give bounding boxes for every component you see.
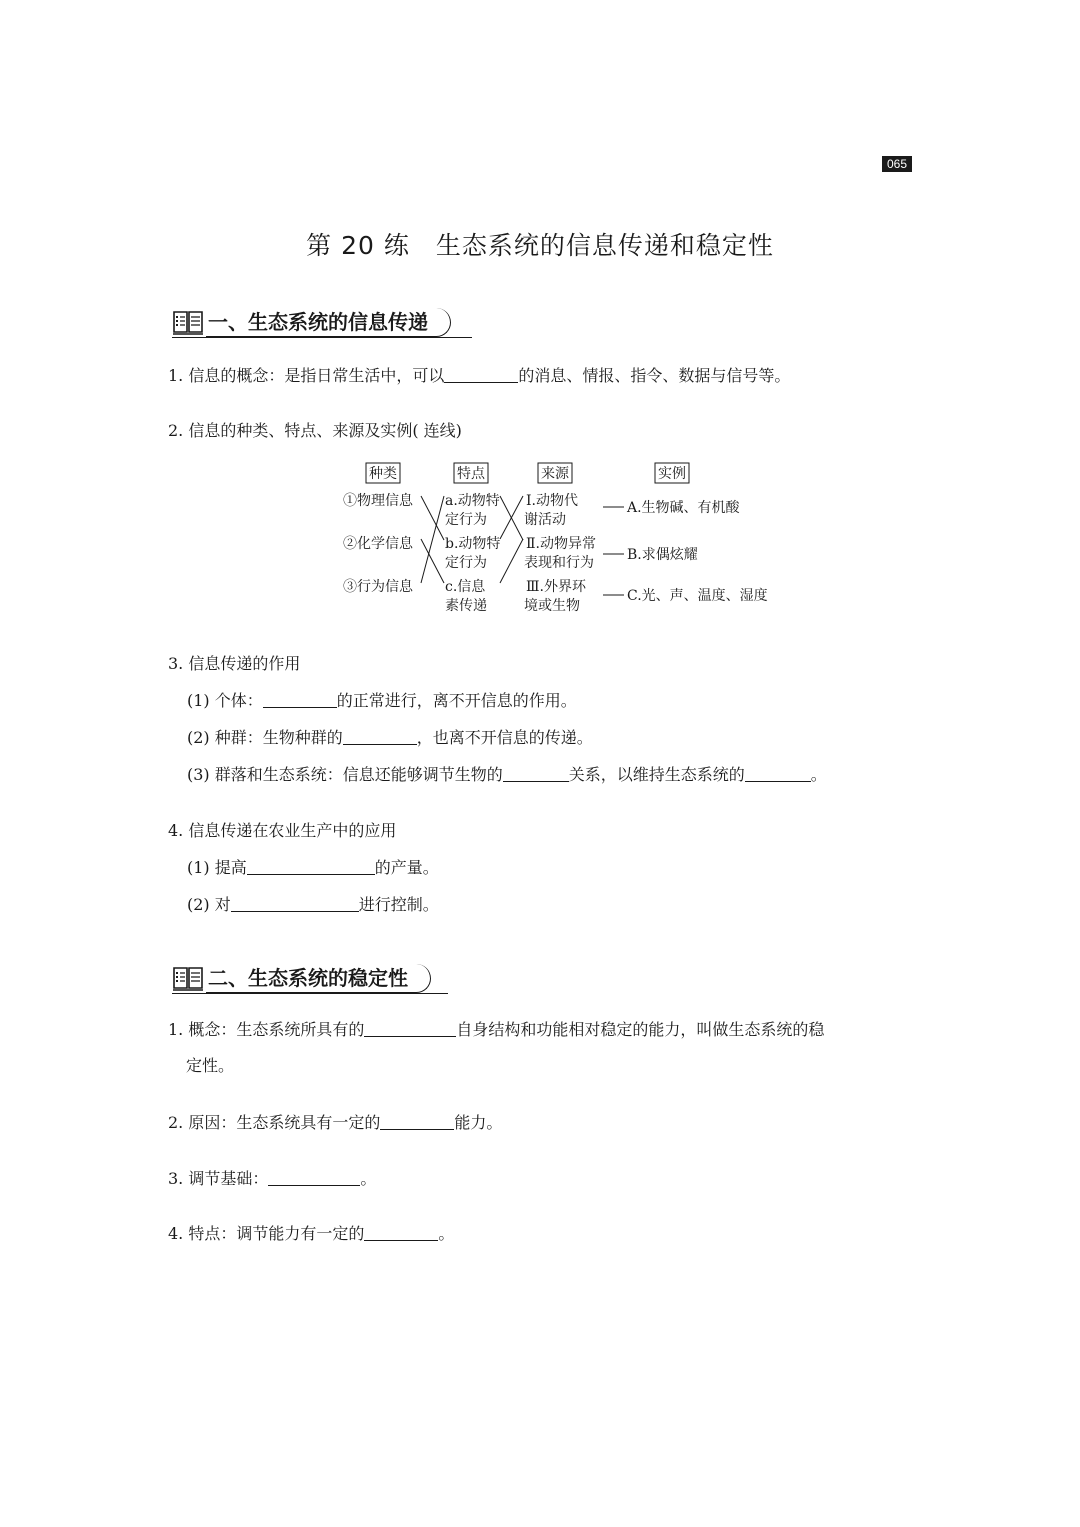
s1-q3-p1-prefix: (1) 个体： [187, 691, 263, 710]
source-2-line2: 表现和行为 [524, 555, 594, 571]
source-3-line2: 境或生物 [524, 598, 580, 614]
title-topic: 生态系统的信息传递和稳定性 [435, 231, 774, 260]
s1-q3-p1 [187, 689, 577, 713]
s2-q4 [168, 1222, 454, 1246]
s1-q4-p1-prefix: (1) 提高 [187, 858, 247, 877]
page-number: 065 [882, 156, 912, 172]
type-chemical: ②化学信息 [343, 536, 413, 552]
header-example: 实例 [658, 466, 686, 482]
s1-q3-p2-suffix: ，也离不开信息的传递。 [416, 728, 593, 747]
s1-q4-p1 [187, 856, 439, 880]
s2-q2-prefix: 2. 原因：生态系统具有一定的 [168, 1113, 381, 1132]
section-heading-2 [172, 962, 431, 994]
answer-blank[interactable] [380, 1112, 454, 1130]
s1-q2: 2. 信息的种类、特点、来源及实例( 连线) [168, 421, 462, 440]
s2-q2 [168, 1111, 502, 1135]
s1-q3-p3-mid: 关系，以维持生态系统的 [568, 765, 745, 784]
s2-q1-prefix: 1. 概念：生态系统所具有的 [168, 1020, 365, 1039]
section-heading-2-text: 二、生态系统的稳定性 [206, 964, 431, 993]
open-book-icon [172, 308, 204, 336]
page-title [0, 226, 1080, 262]
feature-c-line1: c.信息 [445, 579, 486, 595]
answer-blank[interactable] [247, 857, 375, 875]
section-heading-1-text: 一、生态系统的信息传递 [206, 308, 451, 337]
s2-q4-prefix: 4. 特点：调节能力有一定的 [168, 1224, 365, 1243]
s1-q3-p3 [187, 763, 827, 787]
s1-q3-p3-suffix: 。 [810, 765, 827, 784]
answer-blank[interactable] [503, 764, 569, 782]
header-type: 种类 [369, 466, 397, 482]
s1-q3-p3-prefix: (3) 群落和生态系统：信息还能够调节生物的 [187, 765, 503, 784]
answer-blank[interactable] [364, 1019, 456, 1037]
answer-blank[interactable] [268, 1168, 360, 1186]
type-behavioral: ③行为信息 [343, 579, 413, 595]
example-b: B.求偶炫耀 [627, 547, 698, 563]
answer-blank[interactable] [364, 1223, 438, 1241]
s1-q4: 4. 信息传递在农业生产中的应用 [168, 821, 397, 840]
source-3-line1: Ⅲ.外界环 [526, 579, 586, 595]
s1-q3-p2 [187, 726, 593, 750]
s2-q2-suffix: 能力。 [454, 1113, 503, 1132]
title-exercise-number: 第 20 练 [306, 231, 410, 260]
header-feature: 特点 [457, 466, 485, 482]
open-book-icon [172, 964, 204, 992]
answer-blank[interactable] [444, 365, 518, 383]
s1-q3: 3. 信息传递的作用 [168, 654, 301, 673]
s2-q3-suffix: 。 [360, 1169, 377, 1188]
s1-q1 [168, 364, 790, 388]
s1-q4-p2 [187, 893, 439, 917]
feature-c-line2: 素传递 [445, 598, 487, 614]
s2-q1 [168, 1018, 824, 1042]
answer-blank[interactable] [745, 764, 811, 782]
answer-blank[interactable] [343, 727, 417, 745]
feature-b-line1: b.动物特 [445, 536, 501, 552]
source-1-line1: Ⅰ.动物代 [526, 493, 578, 509]
feature-a-line2: 定行为 [445, 512, 487, 528]
connector-lines [421, 496, 624, 595]
s1-q3-p2-prefix: (2) 种群：生物种群的 [187, 728, 343, 747]
header-source: 来源 [541, 466, 569, 482]
s1-q1-suffix: 的消息、情报、指令、数据与信号等。 [518, 366, 791, 385]
s1-q1-prefix: 1. 信息的概念：是指日常生活中，可以 [168, 366, 445, 385]
s2-q3-prefix: 3. 调节基础： [168, 1169, 269, 1188]
s2-q1-suffix: 自身结构和功能相对稳定的能力，叫做生态系统的稳 [456, 1020, 825, 1039]
answer-blank[interactable] [263, 690, 337, 708]
source-2-line1: Ⅱ.动物异常 [526, 536, 596, 552]
example-c: C.光、声、温度、湿度 [627, 588, 768, 604]
section-heading-1 [172, 306, 451, 338]
source-1-line2: 谢活动 [524, 512, 566, 528]
s2-q3 [168, 1167, 376, 1191]
s2-q4-suffix: 。 [438, 1224, 455, 1243]
diagram-headers [366, 463, 689, 483]
type-physical: ①物理信息 [343, 493, 413, 509]
answer-blank[interactable] [231, 894, 359, 912]
s1-q3-p1-suffix: 的正常进行，离不开信息的作用。 [336, 691, 577, 710]
feature-a-line1: a.动物特 [445, 493, 500, 509]
s1-q4-p2-prefix: (2) 对 [187, 895, 231, 914]
s1-q4-p2-suffix: 进行控制。 [358, 895, 439, 914]
example-a: A.生物碱、有机酸 [627, 500, 740, 516]
s2-q1-continued: 定性。 [186, 1056, 235, 1075]
s1-q4-p1-suffix: 的产量。 [374, 858, 439, 877]
feature-b-line2: 定行为 [445, 555, 487, 571]
